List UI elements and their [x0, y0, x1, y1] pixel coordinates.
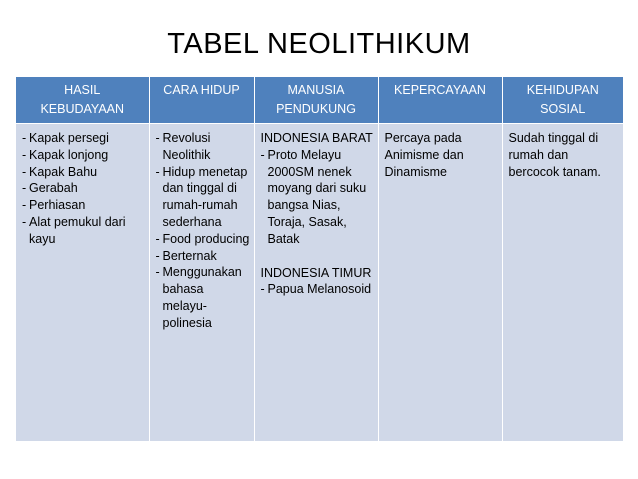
header-line: PENDUKUNG	[276, 102, 356, 116]
header-manusia-pendukung	[254, 77, 378, 124]
list-item: - Gerabah	[22, 180, 145, 197]
list-item: - Hidup menetap dan tinggal di rumah-rumah sederhana	[156, 164, 250, 231]
list-west	[261, 147, 374, 248]
list-item: - Revolusi Neolithik	[156, 130, 250, 164]
header-hasil-kebudayaan	[16, 77, 149, 124]
header-line: MANUSIA	[287, 83, 345, 97]
header-line: SOSIAL	[540, 102, 586, 116]
page-title: TABEL NEOLITHIKUM	[167, 28, 471, 60]
header-line: KEPERCAYAAN	[394, 83, 486, 97]
cell-kehidupan-sosial: Sudah tinggal di rumah dan bercocok tanam.	[502, 124, 623, 442]
table-header-row	[16, 77, 623, 124]
header-line: KEHIDUPAN	[526, 83, 599, 97]
region-heading-west: INDONESIA BARAT	[260, 131, 373, 145]
header-cara-hidup	[149, 77, 254, 124]
header-kepercayaan	[378, 77, 502, 124]
cell-kepercayaan: Percaya pada Animisme dan Dinamisme	[378, 124, 502, 442]
header-line: KEBUDAYAAN	[40, 102, 125, 116]
header-line: CARA HIDUP	[163, 83, 240, 97]
header-kehidupan-sosial	[502, 77, 623, 124]
list-item: - Proto Melayu 2000SM nenek moyang dari suku bangsa Nias, Toraja, Sasak, Batak	[261, 147, 374, 248]
list-item: - Menggunakan bahasa melayu-polinesia	[156, 264, 250, 331]
table-row	[16, 124, 623, 442]
cell-hasil-kebudayaan	[16, 124, 149, 442]
header-line: HASIL	[64, 83, 101, 97]
list-cara-hidup	[156, 130, 250, 332]
list-east	[261, 281, 374, 298]
cell-cara-hidup	[149, 124, 254, 442]
list-hasil-kebudayaan	[22, 130, 145, 248]
list-item: - Berternak	[156, 248, 250, 265]
neolithic-table	[16, 77, 623, 441]
list-item: - Papua Melanosoid	[261, 281, 374, 298]
cell-manusia-pendukung	[254, 124, 378, 442]
list-item: - Kapak lonjong	[22, 147, 145, 164]
list-item: - Kapak persegi	[22, 130, 145, 147]
region-heading-east: INDONESIA TIMUR	[260, 265, 372, 280]
list-item: - Kapak Bahu	[22, 164, 145, 181]
list-item: - Perhiasan	[22, 197, 145, 214]
list-item: - Alat pemukul dari kayu	[22, 214, 145, 248]
list-item: - Food producing	[156, 231, 250, 248]
spacer	[261, 248, 374, 265]
